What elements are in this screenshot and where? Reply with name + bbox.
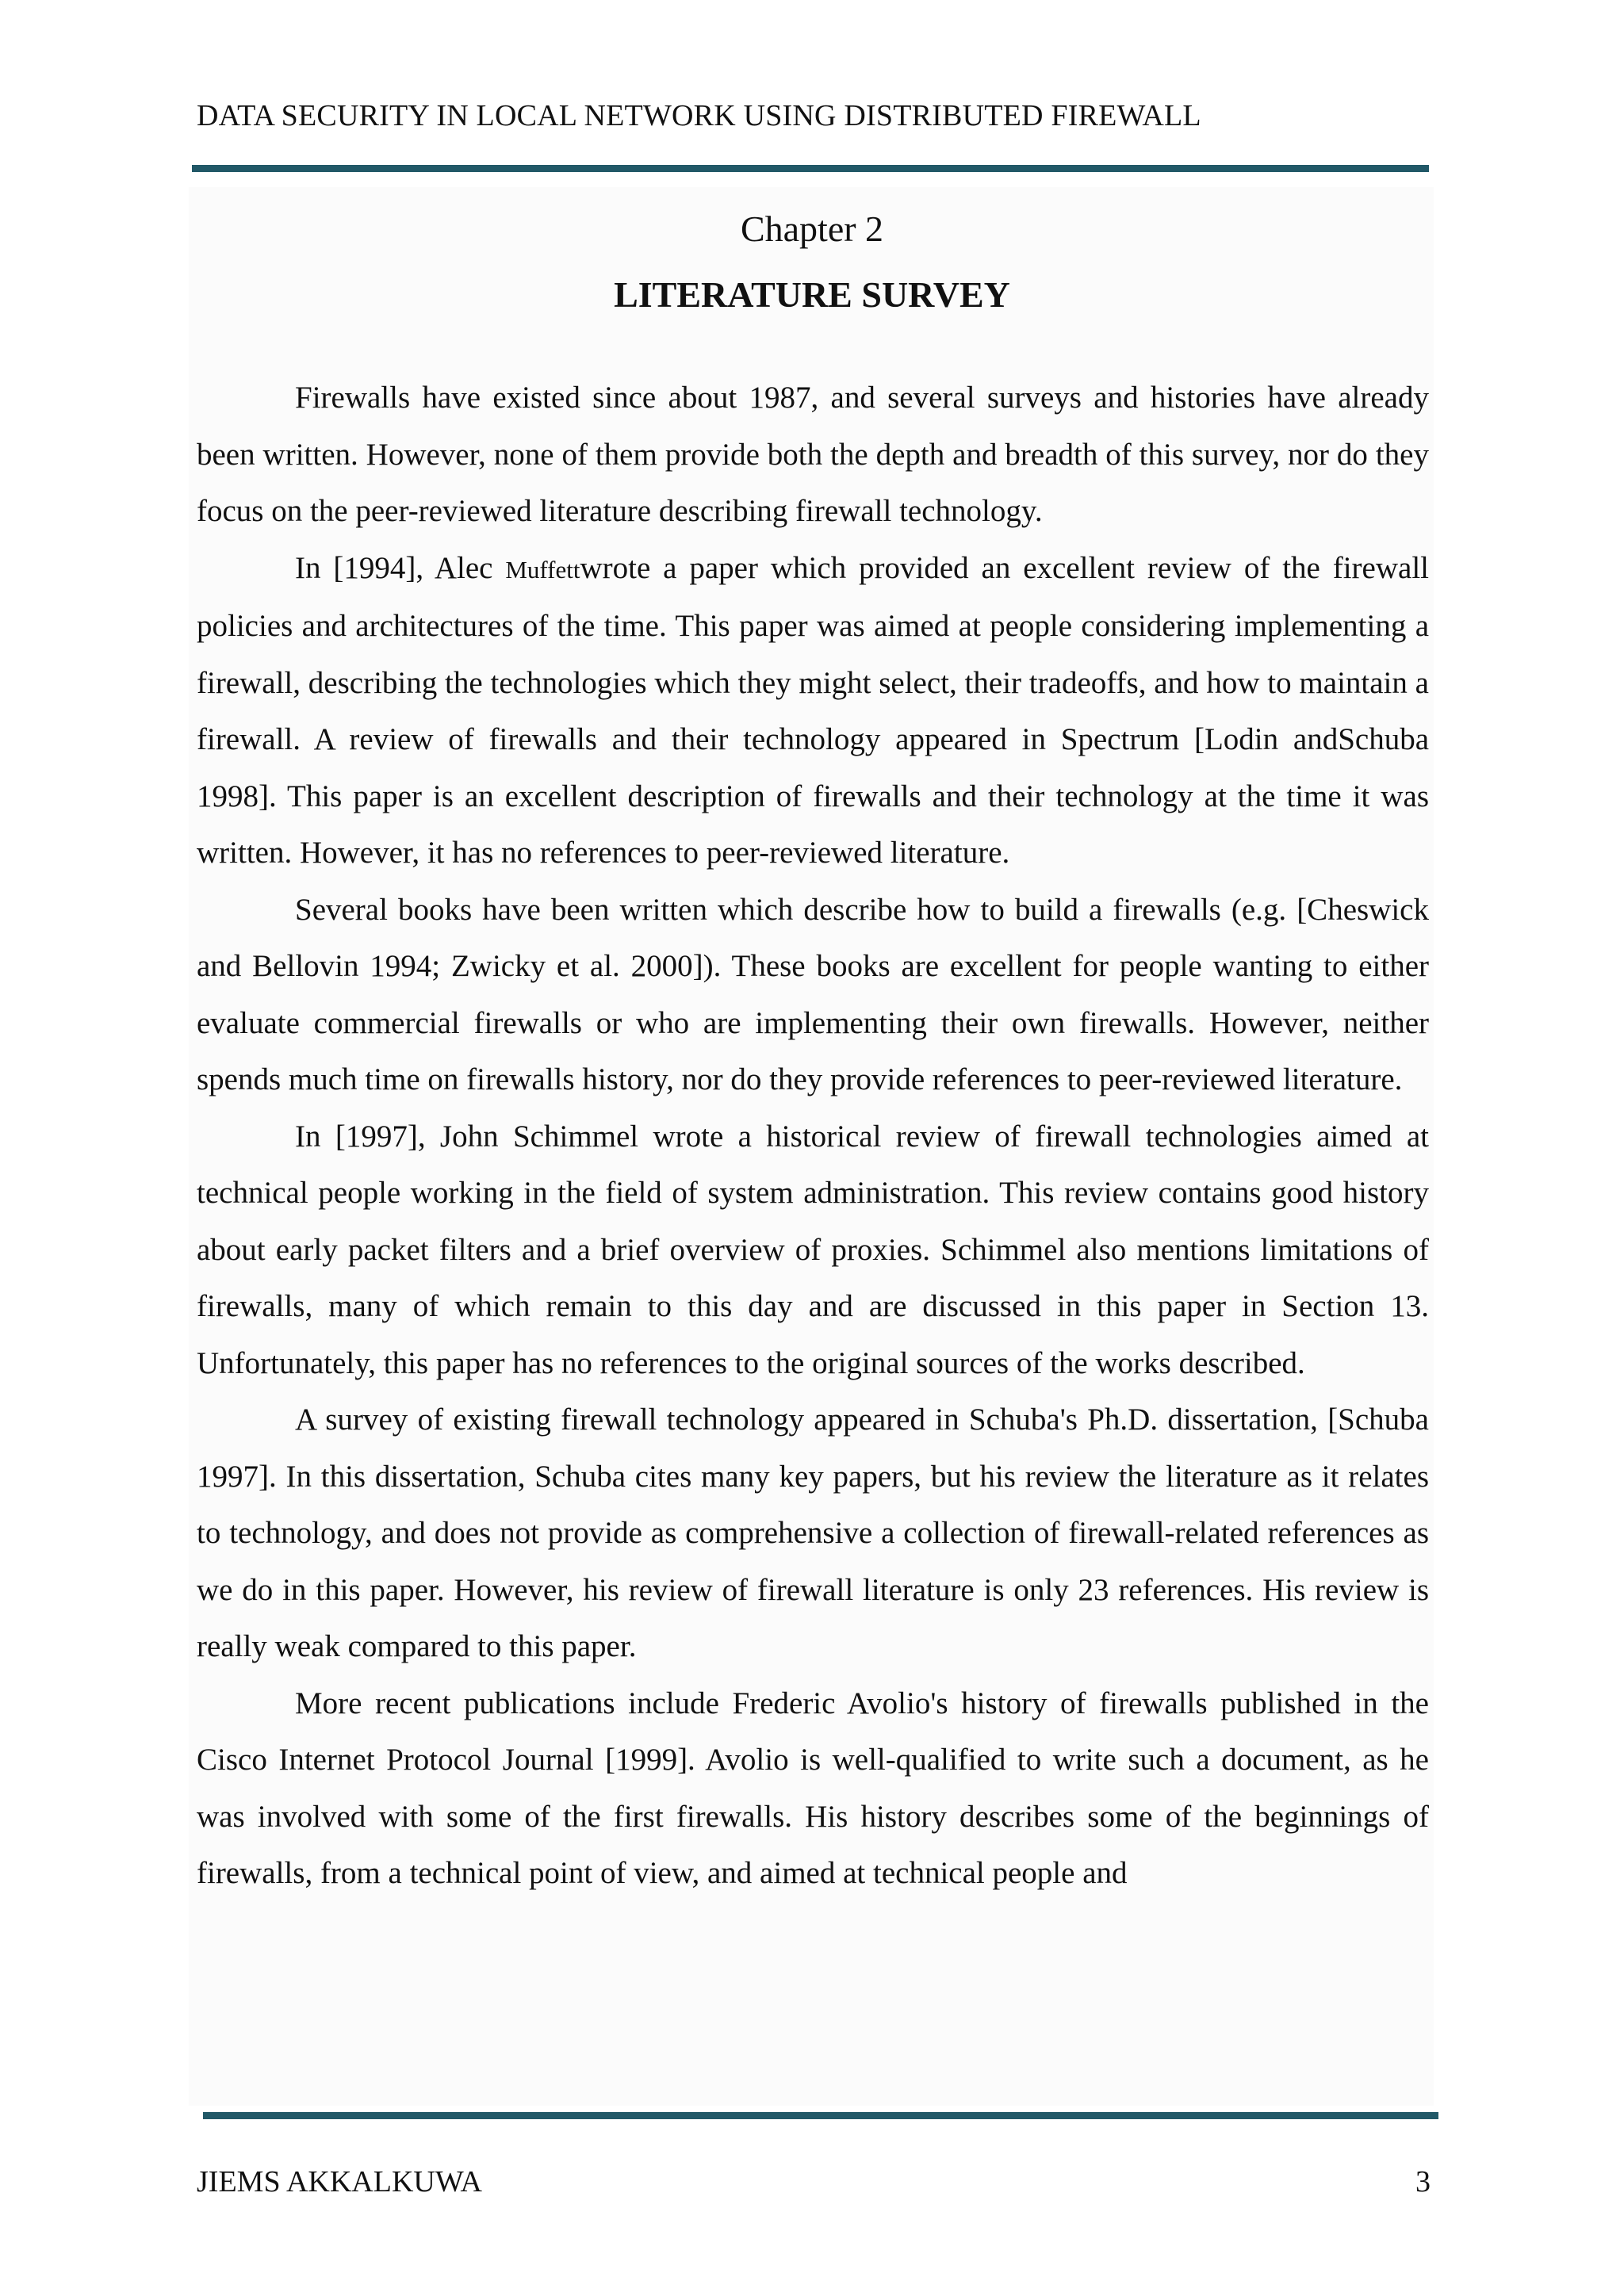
page-number: 3 xyxy=(1415,2165,1431,2198)
paragraph: A survey of existing firewall technology appeared in Schuba's Ph.D. dissertation, [Schuba 1997]. In this dissertation, Schuba cites many key papers, but his review the literature as it relates to technology, and does not provide as comprehensive a collection of firewall-related references as we do in this paper. However, his review of firewall literature is only 23 references. His review is really weak compared to this paper. xyxy=(197,1402,1429,1663)
chapter-title: LITERATURE SURVEY xyxy=(614,274,1010,315)
footer-institution: JIEMS AKKALKUWA xyxy=(197,2165,482,2198)
header-rule xyxy=(192,165,1429,172)
author-name: Muffett xyxy=(505,555,580,584)
paragraph: Several books have been written which describe how to build a firewalls (e.g. [Cheswick and Bellovin 1994; Zwicky et al. 2000]). These books are excellent for people wanting to either evaluate commercial firewalls or who are implementing their own firewalls. However, neither spends much time on firewalls history, nor do they provide references to peer-reviewed literature. xyxy=(197,892,1429,1096)
paragraph-text: wrote a paper which provided an excellent review of the firewall policies and architectures of the time. This paper was aimed at people considering implementing a firewall, describing the technologies which they might select, their tradeoffs, and how to maintain a firewall. A review of firewalls and their technology appeared in Spectrum [Lodin andSchuba 1998]. This paper is an excellent description of firewalls and their technology at the time it was written. However, it has no references to peer-reviewed literature. xyxy=(197,550,1429,870)
paragraph-text: In [1994], Alec xyxy=(295,550,506,585)
paragraph xyxy=(197,540,1429,882)
chapter-number: Chapter 2 xyxy=(740,209,884,249)
running-header: DATA SECURITY IN LOCAL NETWORK USING DISTRIBUTED FIREWALL xyxy=(197,99,1201,132)
paragraph: More recent publications include Frederic Avolio's history of firewalls published in the Cisco Internet Protocol Journal [1999]. Avolio is well-qualified to write such a document, as he was involved with some of the first firewalls. His history describes some of the beginnings of firewalls, from a technical point of view, and aimed at technical people and xyxy=(197,1686,1429,1890)
footer-rule xyxy=(203,2112,1438,2119)
paragraph: In [1997], John Schimmel wrote a historical review of firewall technologies aimed at technical people working in the field of system administration. This review contains good history about early packet filters and a brief overview of proxies. Schimmel also mentions limitations of firewalls, many of which remain to this day and are discussed in this paper in Section 13. Unfortunately, this paper has no references to the original sources of the works described. xyxy=(197,1119,1429,1380)
paragraph: Firewalls have existed since about 1987, and several surveys and histories have already been written. However, none of them provide both the depth and breadth of this survey, nor do they focus on the peer-reviewed literature describing firewall technology. xyxy=(197,381,1429,528)
body-text xyxy=(197,369,1429,1902)
